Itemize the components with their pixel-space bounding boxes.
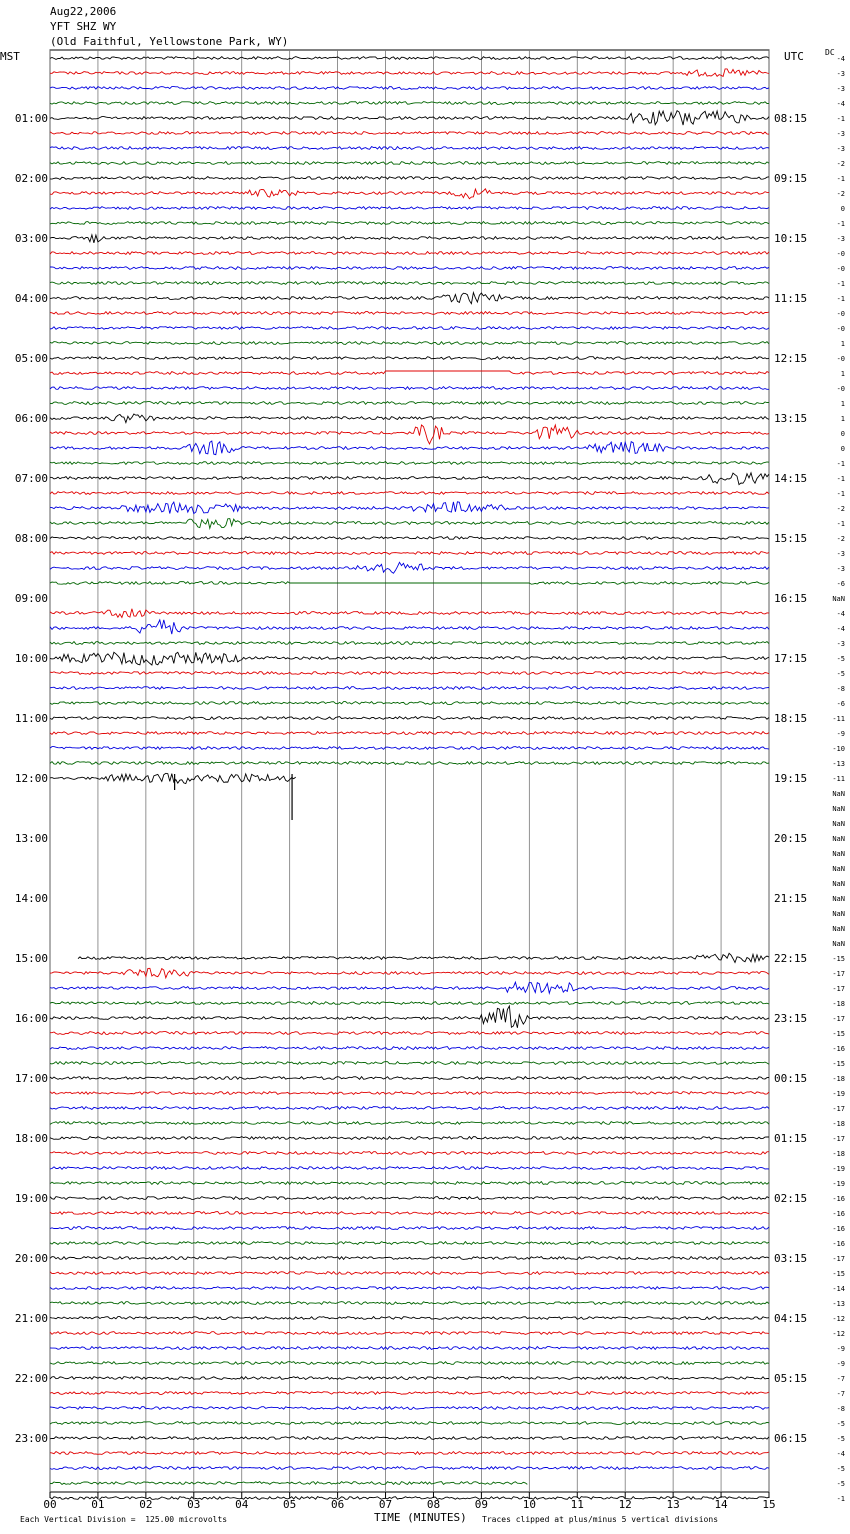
seismic-trace bbox=[50, 762, 769, 765]
dc-offset-label: -9 bbox=[836, 730, 845, 738]
dc-offset-label: 1 bbox=[840, 370, 845, 378]
seismic-trace bbox=[50, 747, 769, 750]
mst-hour-label: 21:00 bbox=[14, 1312, 48, 1325]
seismic-trace bbox=[78, 953, 769, 962]
seismic-trace bbox=[50, 968, 769, 978]
dc-offset-label: -8 bbox=[836, 685, 845, 693]
seismic-trace bbox=[50, 582, 769, 585]
dc-offset-label: -2 bbox=[836, 535, 845, 543]
utc-hour-label: 18:15 bbox=[774, 712, 808, 725]
mst-hour-label: 01:00 bbox=[14, 112, 48, 125]
seismic-trace bbox=[50, 357, 769, 360]
mst-hour-label: 23:00 bbox=[14, 1432, 48, 1445]
mst-hour-label: 22:00 bbox=[14, 1372, 48, 1385]
seismic-trace bbox=[50, 1407, 769, 1410]
seismic-trace bbox=[50, 162, 769, 165]
utc-hour-label: 06:15 bbox=[774, 1432, 808, 1445]
seismic-trace bbox=[50, 1422, 769, 1425]
dc-offset-label: -9 bbox=[836, 1360, 845, 1368]
seismic-trace bbox=[50, 102, 769, 105]
dc-offset-label: -5 bbox=[836, 1480, 845, 1488]
mst-hour-label: 13:00 bbox=[14, 832, 48, 845]
seismic-trace bbox=[50, 473, 769, 485]
seismic-trace bbox=[50, 1377, 769, 1380]
dc-offset-label: -17 bbox=[832, 1105, 845, 1113]
dc-offset-label: -15 bbox=[832, 1270, 845, 1278]
seismic-trace bbox=[50, 252, 769, 255]
seismic-trace bbox=[50, 402, 769, 405]
dc-offset-label: -1 bbox=[836, 295, 845, 303]
dc-offset-label: -16 bbox=[832, 1210, 845, 1218]
seismic-trace bbox=[50, 207, 769, 210]
x-tick-label: 02 bbox=[139, 1498, 153, 1511]
mst-hour-label: 17:00 bbox=[14, 1072, 48, 1085]
seismic-trace bbox=[50, 1467, 769, 1470]
dc-offset-label: -19 bbox=[832, 1165, 845, 1173]
dc-offset-label: -1 bbox=[836, 490, 845, 498]
seismic-trace bbox=[50, 642, 769, 645]
x-tick-label: 08 bbox=[426, 1498, 441, 1511]
dc-offset-label: 1 bbox=[840, 415, 845, 423]
seismic-trace bbox=[50, 1227, 769, 1230]
dc-offset-label: -4 bbox=[836, 100, 845, 108]
dc-offset-label: NaN bbox=[832, 850, 845, 858]
utc-hour-label: 23:15 bbox=[774, 1012, 808, 1025]
dc-offset-label: -5 bbox=[836, 1435, 845, 1443]
seismic-trace bbox=[50, 69, 769, 77]
dc-offset-label: -18 bbox=[832, 1120, 845, 1128]
dc-offset-label: -14 bbox=[832, 1285, 845, 1293]
dc-offset-label: -0 bbox=[836, 265, 845, 273]
dc-offset-label: -3 bbox=[836, 640, 845, 648]
dc-offset-label: -1 bbox=[836, 520, 845, 528]
utc-hour-label: 09:15 bbox=[774, 172, 808, 185]
right-timezone-label: UTC bbox=[784, 50, 804, 63]
seismic-trace bbox=[50, 327, 769, 330]
dc-offset-label: NaN bbox=[832, 820, 845, 828]
seismic-trace bbox=[50, 387, 769, 390]
seismic-trace bbox=[50, 282, 769, 285]
seismic-trace bbox=[50, 189, 769, 199]
dc-offset-label: -4 bbox=[836, 55, 845, 63]
dc-offset-label: -19 bbox=[832, 1180, 845, 1188]
scale-note: Each Vertical Division = 125.00 microvolts bbox=[20, 1515, 228, 1524]
x-tick-label: 03 bbox=[187, 1498, 201, 1511]
left-timezone-label: MST bbox=[0, 50, 20, 63]
plot-frame bbox=[50, 50, 769, 1492]
clip-note: Traces clipped at plus/minus 5 vertical divisions bbox=[482, 1515, 719, 1524]
seismic-trace bbox=[50, 371, 769, 374]
dc-offset-label: -16 bbox=[832, 1195, 845, 1203]
dc-offset-label: -11 bbox=[832, 775, 845, 783]
seismic-trace bbox=[50, 147, 769, 150]
utc-hour-label: 01:15 bbox=[774, 1132, 808, 1145]
seismic-trace bbox=[50, 1137, 769, 1140]
seismic-trace bbox=[50, 1452, 769, 1455]
dc-offset-label: 1 bbox=[840, 400, 845, 408]
dc-offset-label: -13 bbox=[832, 760, 845, 768]
dc-offset-label: NaN bbox=[832, 790, 845, 798]
mst-hour-label: 14:00 bbox=[14, 892, 48, 905]
dc-offset-label: -3 bbox=[836, 70, 845, 78]
seismic-trace bbox=[50, 312, 769, 315]
dc-offset-label: -5 bbox=[836, 670, 845, 678]
dc-offset-label: -15 bbox=[832, 1030, 845, 1038]
x-tick-label: 00 bbox=[43, 1498, 57, 1511]
seismic-trace bbox=[50, 111, 769, 125]
dc-offset-label: NaN bbox=[832, 910, 845, 918]
dc-offset-label: NaN bbox=[832, 805, 845, 813]
station-name: YFT SHZ WY bbox=[50, 20, 117, 33]
plot-date: Aug22,2006 bbox=[50, 5, 117, 18]
seismic-trace bbox=[50, 773, 296, 783]
mst-hour-label: 03:00 bbox=[14, 232, 48, 245]
seismic-trace bbox=[50, 1242, 769, 1245]
seismic-trace bbox=[50, 552, 769, 555]
dc-offset-label: -17 bbox=[832, 1015, 845, 1023]
dc-offset-label: -0 bbox=[836, 310, 845, 318]
seismic-trace bbox=[50, 1272, 769, 1275]
dc-offset-label: -3 bbox=[836, 85, 845, 93]
dc-offset-label: -16 bbox=[832, 1045, 845, 1053]
seismic-trace bbox=[50, 1047, 769, 1050]
mst-hour-label: 16:00 bbox=[14, 1012, 48, 1025]
utc-hour-label: 05:15 bbox=[774, 1372, 808, 1385]
seismic-trace bbox=[50, 1302, 769, 1305]
dc-offset-label: -15 bbox=[832, 1060, 845, 1068]
utc-hour-label: 21:15 bbox=[774, 892, 808, 905]
dc-offset-label: -3 bbox=[836, 145, 845, 153]
dc-offset-label: -5 bbox=[836, 655, 845, 663]
utc-hour-label: 13:15 bbox=[774, 412, 808, 425]
dc-offset-label: -3 bbox=[836, 235, 845, 243]
dc-offset-label: -8 bbox=[836, 1405, 845, 1413]
dc-offset-label: -1 bbox=[836, 475, 845, 483]
seismic-trace bbox=[50, 57, 769, 60]
seismic-trace bbox=[50, 519, 769, 529]
seismic-trace bbox=[50, 414, 769, 423]
dc-offset-label: -6 bbox=[836, 700, 845, 708]
dc-offset-label: -0 bbox=[836, 250, 845, 258]
seismic-trace bbox=[50, 562, 769, 573]
seismic-trace bbox=[50, 1122, 769, 1125]
seismic-trace bbox=[50, 1482, 527, 1485]
mst-hour-label: 10:00 bbox=[14, 652, 48, 665]
seismic-trace bbox=[50, 652, 769, 665]
dc-offset-label: NaN bbox=[832, 595, 845, 603]
x-tick-label: 06 bbox=[330, 1498, 345, 1511]
utc-hour-label: 03:15 bbox=[774, 1252, 808, 1265]
utc-hour-label: 19:15 bbox=[774, 772, 808, 785]
dc-offset-label: -19 bbox=[832, 1090, 845, 1098]
dc-offset-label: -3 bbox=[836, 565, 845, 573]
seismic-trace bbox=[50, 1092, 769, 1095]
utc-hour-label: 15:15 bbox=[774, 532, 808, 545]
mst-hour-label: 04:00 bbox=[14, 292, 48, 305]
utc-hour-label: 11:15 bbox=[774, 292, 808, 305]
mst-hour-label: 06:00 bbox=[14, 412, 48, 425]
seismic-trace bbox=[50, 1002, 769, 1005]
dc-offset-label: -6 bbox=[836, 580, 845, 588]
mst-hour-label: 02:00 bbox=[14, 172, 48, 185]
dc-offset-header: DC bbox=[825, 48, 835, 57]
dc-offset-label: -1 bbox=[836, 460, 845, 468]
seismic-trace bbox=[50, 441, 769, 455]
seismic-trace bbox=[50, 1287, 769, 1290]
mst-hour-label: 08:00 bbox=[14, 532, 48, 545]
seismic-trace bbox=[50, 293, 769, 304]
seismic-trace bbox=[50, 1392, 769, 1395]
dc-offset-label: -18 bbox=[832, 1150, 845, 1158]
seismic-trace bbox=[50, 1437, 769, 1440]
seismic-trace bbox=[50, 717, 769, 720]
dc-offset-label: -1 bbox=[836, 280, 845, 288]
dc-offset-label: -12 bbox=[832, 1330, 845, 1338]
mst-hour-label: 09:00 bbox=[14, 592, 48, 605]
dc-offset-label: -16 bbox=[832, 1240, 845, 1248]
utc-hour-label: 17:15 bbox=[774, 652, 808, 665]
mst-hour-label: 07:00 bbox=[14, 472, 48, 485]
dc-offset-label: NaN bbox=[832, 925, 845, 933]
dc-offset-label: -7 bbox=[836, 1390, 845, 1398]
utc-hour-label: 16:15 bbox=[774, 592, 808, 605]
x-tick-label: 07 bbox=[378, 1498, 393, 1511]
seismic-trace bbox=[50, 1332, 769, 1335]
mst-hour-label: 12:00 bbox=[14, 772, 48, 785]
dc-offset-label: -18 bbox=[832, 1000, 845, 1008]
x-tick-label: 05 bbox=[283, 1498, 297, 1511]
dc-offset-label: 0 bbox=[840, 445, 845, 453]
seismic-trace bbox=[50, 177, 769, 180]
dc-offset-label: NaN bbox=[832, 895, 845, 903]
seismic-trace bbox=[50, 1006, 769, 1028]
x-tick-label: 04 bbox=[235, 1498, 249, 1511]
dc-offset-label: -4 bbox=[836, 1450, 845, 1458]
dc-offset-label: -10 bbox=[832, 745, 845, 753]
seismic-trace bbox=[50, 502, 769, 514]
dc-offset-label: -7 bbox=[836, 1375, 845, 1383]
utc-hour-label: 12:15 bbox=[774, 352, 808, 365]
dc-offset-label: -2 bbox=[836, 190, 845, 198]
x-tick-label: 13 bbox=[666, 1498, 680, 1511]
x-tick-label: 12 bbox=[618, 1498, 632, 1511]
dc-offset-label: -1 bbox=[836, 115, 845, 123]
dc-offset-label: -17 bbox=[832, 1255, 845, 1263]
x-tick-label: 09 bbox=[474, 1498, 489, 1511]
utc-hour-label: 02:15 bbox=[774, 1192, 808, 1205]
dc-offset-label: -0 bbox=[836, 385, 845, 393]
dc-offset-label: 1 bbox=[840, 340, 845, 348]
seismic-trace bbox=[50, 537, 769, 540]
seismic-trace bbox=[50, 267, 769, 270]
seismic-trace bbox=[50, 222, 769, 225]
mst-hour-label: 18:00 bbox=[14, 1132, 48, 1145]
dc-offset-label: -0 bbox=[836, 355, 845, 363]
seismic-trace bbox=[50, 1362, 769, 1365]
dc-offset-label: NaN bbox=[832, 940, 845, 948]
dc-offset-label: -2 bbox=[836, 505, 845, 513]
dc-offset-label: -1 bbox=[836, 220, 845, 228]
dc-offset-label: 0 bbox=[840, 430, 845, 438]
dc-offset-label: 0 bbox=[840, 205, 845, 213]
seismic-trace bbox=[50, 620, 769, 634]
dc-offset-label: -1 bbox=[836, 1495, 845, 1503]
x-tick-label: 15 bbox=[762, 1498, 776, 1511]
seismic-trace bbox=[50, 342, 769, 345]
seismic-trace bbox=[50, 1212, 769, 1215]
seismic-trace bbox=[50, 1077, 769, 1080]
seismic-trace bbox=[50, 1062, 769, 1065]
seismic-trace bbox=[50, 1152, 769, 1155]
dc-offset-label: -9 bbox=[836, 1345, 845, 1353]
dc-offset-label: -17 bbox=[832, 970, 845, 978]
dc-offset-label: -4 bbox=[836, 625, 845, 633]
dc-offset-label: -5 bbox=[836, 1420, 845, 1428]
seismic-trace bbox=[50, 732, 769, 735]
seismic-trace bbox=[50, 702, 769, 705]
seismic-trace bbox=[50, 1317, 769, 1320]
seismic-trace bbox=[50, 982, 769, 993]
seismic-trace bbox=[50, 1167, 769, 1170]
x-tick-label: 14 bbox=[714, 1498, 728, 1511]
seismic-trace bbox=[50, 132, 769, 135]
seismic-trace bbox=[50, 1197, 769, 1200]
seismic-trace bbox=[50, 1032, 769, 1035]
dc-offset-label: -18 bbox=[832, 1075, 845, 1083]
dc-offset-label: -15 bbox=[832, 955, 845, 963]
seismic-trace bbox=[50, 609, 769, 618]
seismic-trace bbox=[50, 492, 769, 495]
utc-hour-label: 20:15 bbox=[774, 832, 808, 845]
seismic-trace bbox=[50, 425, 769, 444]
dc-offset-label: -4 bbox=[836, 610, 845, 618]
dc-offset-label: -0 bbox=[836, 325, 845, 333]
utc-hour-label: 10:15 bbox=[774, 232, 808, 245]
seismic-trace bbox=[50, 1257, 769, 1260]
seismic-trace bbox=[50, 687, 769, 690]
x-axis-title: TIME (MINUTES) bbox=[374, 1511, 467, 1524]
utc-hour-label: 04:15 bbox=[774, 1312, 808, 1325]
dc-offset-label: -13 bbox=[832, 1300, 845, 1308]
seismic-trace bbox=[50, 87, 769, 90]
dc-offset-label: NaN bbox=[832, 835, 845, 843]
seismic-trace bbox=[50, 1107, 769, 1110]
utc-hour-label: 14:15 bbox=[774, 472, 808, 485]
dc-offset-label: -2 bbox=[836, 160, 845, 168]
dc-offset-label: -1 bbox=[836, 175, 845, 183]
dc-offset-label: NaN bbox=[832, 865, 845, 873]
seismic-trace bbox=[50, 1347, 769, 1350]
dc-offset-label: NaN bbox=[832, 880, 845, 888]
dc-offset-label: -3 bbox=[836, 550, 845, 558]
seismic-trace bbox=[50, 235, 769, 243]
dc-offset-label: -17 bbox=[832, 985, 845, 993]
x-tick-label: 01 bbox=[91, 1498, 105, 1511]
utc-hour-label: 22:15 bbox=[774, 952, 808, 965]
mst-hour-label: 05:00 bbox=[14, 352, 48, 365]
seismic-trace bbox=[50, 1182, 769, 1185]
utc-hour-label: 08:15 bbox=[774, 112, 808, 125]
dc-offset-label: -11 bbox=[832, 715, 845, 723]
utc-hour-label: 00:15 bbox=[774, 1072, 808, 1085]
x-tick-label: 10 bbox=[522, 1498, 536, 1511]
seismic-trace bbox=[50, 462, 769, 465]
dc-offset-label: -5 bbox=[836, 1465, 845, 1473]
x-tick-label: 11 bbox=[570, 1498, 584, 1511]
dc-offset-label: -3 bbox=[836, 130, 845, 138]
dc-offset-label: -17 bbox=[832, 1135, 845, 1143]
station-location: (Old Faithful, Yellowstone Park, WY) bbox=[50, 35, 289, 48]
seismic-trace bbox=[50, 672, 769, 675]
mst-hour-label: 20:00 bbox=[14, 1252, 48, 1265]
dc-offset-label: -16 bbox=[832, 1225, 845, 1233]
mst-hour-label: 19:00 bbox=[14, 1192, 48, 1205]
seismic-trace bbox=[50, 1497, 769, 1500]
dc-offset-label: -12 bbox=[832, 1315, 845, 1323]
mst-hour-label: 15:00 bbox=[14, 952, 48, 965]
mst-hour-label: 11:00 bbox=[14, 712, 48, 725]
